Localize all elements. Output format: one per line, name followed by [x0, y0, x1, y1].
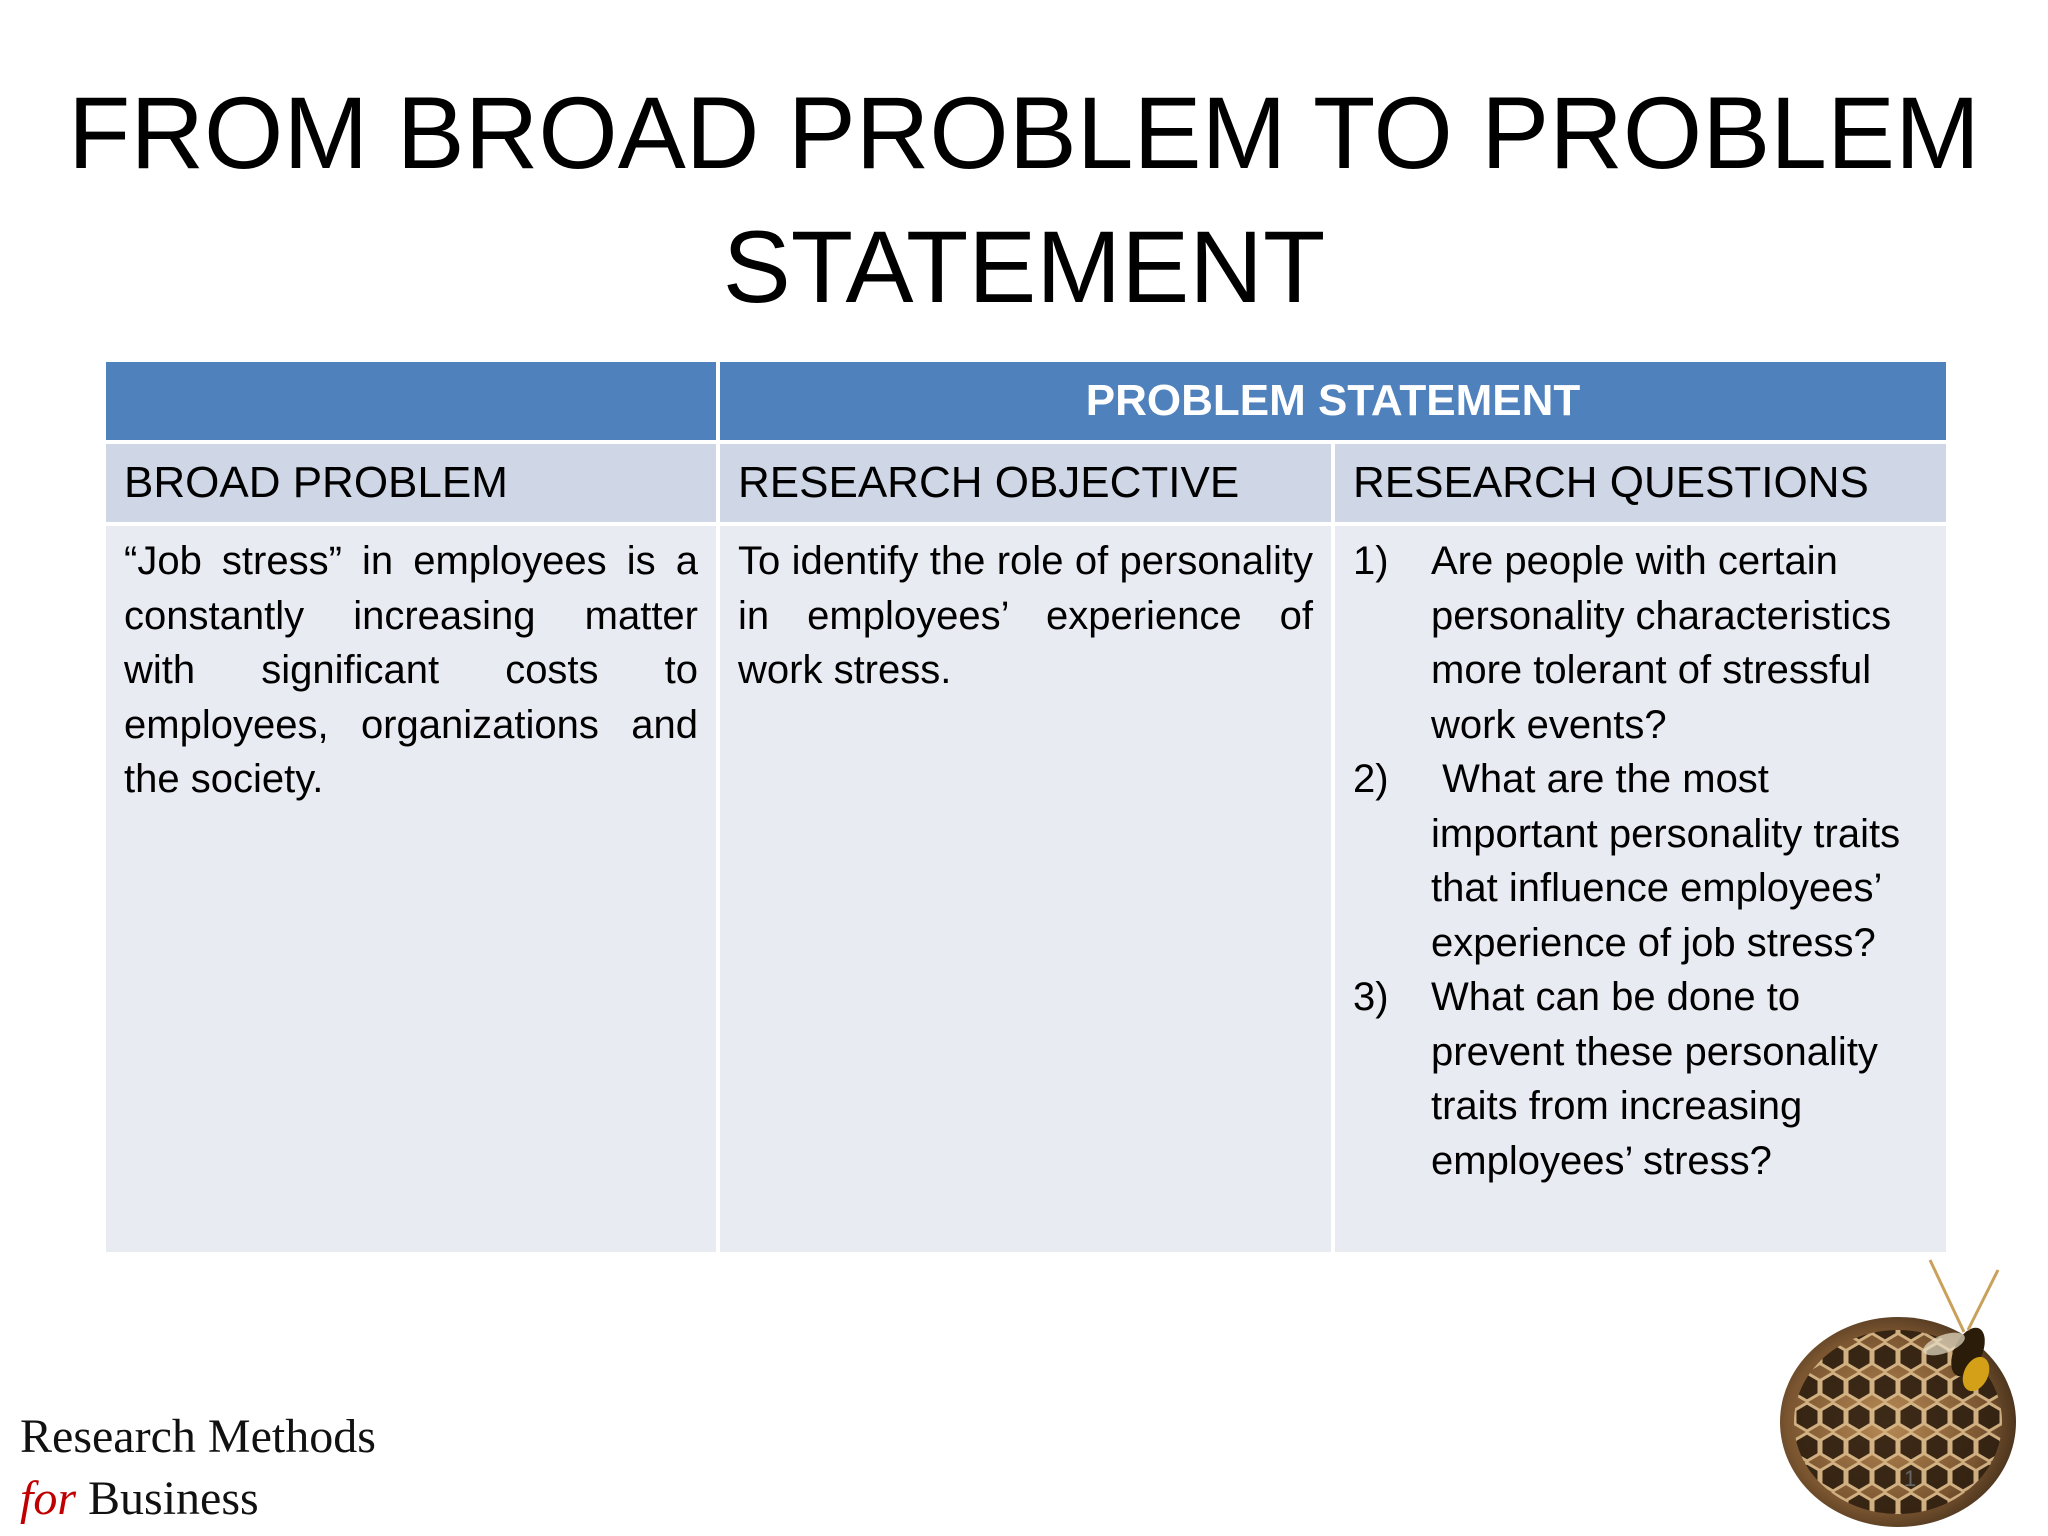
- book-title-line-1: Research Methods: [20, 1410, 376, 1463]
- problem-statement-table: [102, 358, 1950, 1256]
- list-item: [1353, 534, 1928, 752]
- header-research-questions: RESEARCH QUESTIONS: [1333, 442, 1948, 524]
- research-questions-cell: [1333, 524, 1948, 1254]
- research-objective-text: To identify the role of personality in employees’ experience of work stress.: [738, 539, 1313, 692]
- research-questions-list: [1353, 534, 1928, 1188]
- book-title-for: for: [20, 1472, 77, 1525]
- table-banner-row: [104, 360, 1948, 442]
- list-item: [1353, 970, 1928, 1188]
- question-number: 1): [1353, 539, 1389, 583]
- wasp-nest-image: [1768, 1252, 2038, 1532]
- banner-empty-cell: [104, 360, 718, 442]
- list-item: [1353, 752, 1928, 970]
- header-broad-problem: BROAD PROBLEM: [104, 442, 718, 524]
- question-number: 2): [1353, 757, 1389, 801]
- book-title-line-2: [20, 1468, 376, 1530]
- question-text: What are the most important personality traits that influence employees’ experience of job stress?: [1431, 757, 1912, 965]
- book-title-business: Business: [88, 1472, 259, 1525]
- page-number: 1: [1904, 1466, 1917, 1491]
- title-line-2: STATEMENT: [722, 210, 1326, 324]
- slide-title: [0, 66, 2048, 334]
- header-research-objective: RESEARCH OBJECTIVE: [718, 442, 1333, 524]
- question-text: What can be done to prevent these personality traits from increasing employees’ stress?: [1431, 975, 1878, 1183]
- book-title-logo: [20, 1406, 376, 1530]
- table-body-row: [104, 524, 1948, 1254]
- broad-problem-text: “Job stress” in employees is a constantly increasing matter with significant costs to employees, organizations and the society.: [124, 539, 698, 801]
- problem-statement-banner: PROBLEM STATEMENT: [718, 360, 1948, 442]
- question-number: 3): [1353, 975, 1389, 1019]
- research-objective-cell: [718, 524, 1333, 1254]
- broad-problem-cell: [104, 524, 718, 1254]
- table-header-row: [104, 442, 1948, 524]
- title-line-1: FROM BROAD PROBLEM TO PROBLEM: [68, 76, 1980, 190]
- question-text: Are people with certain personality characteristics more tolerant of stressful work events?: [1431, 539, 1892, 747]
